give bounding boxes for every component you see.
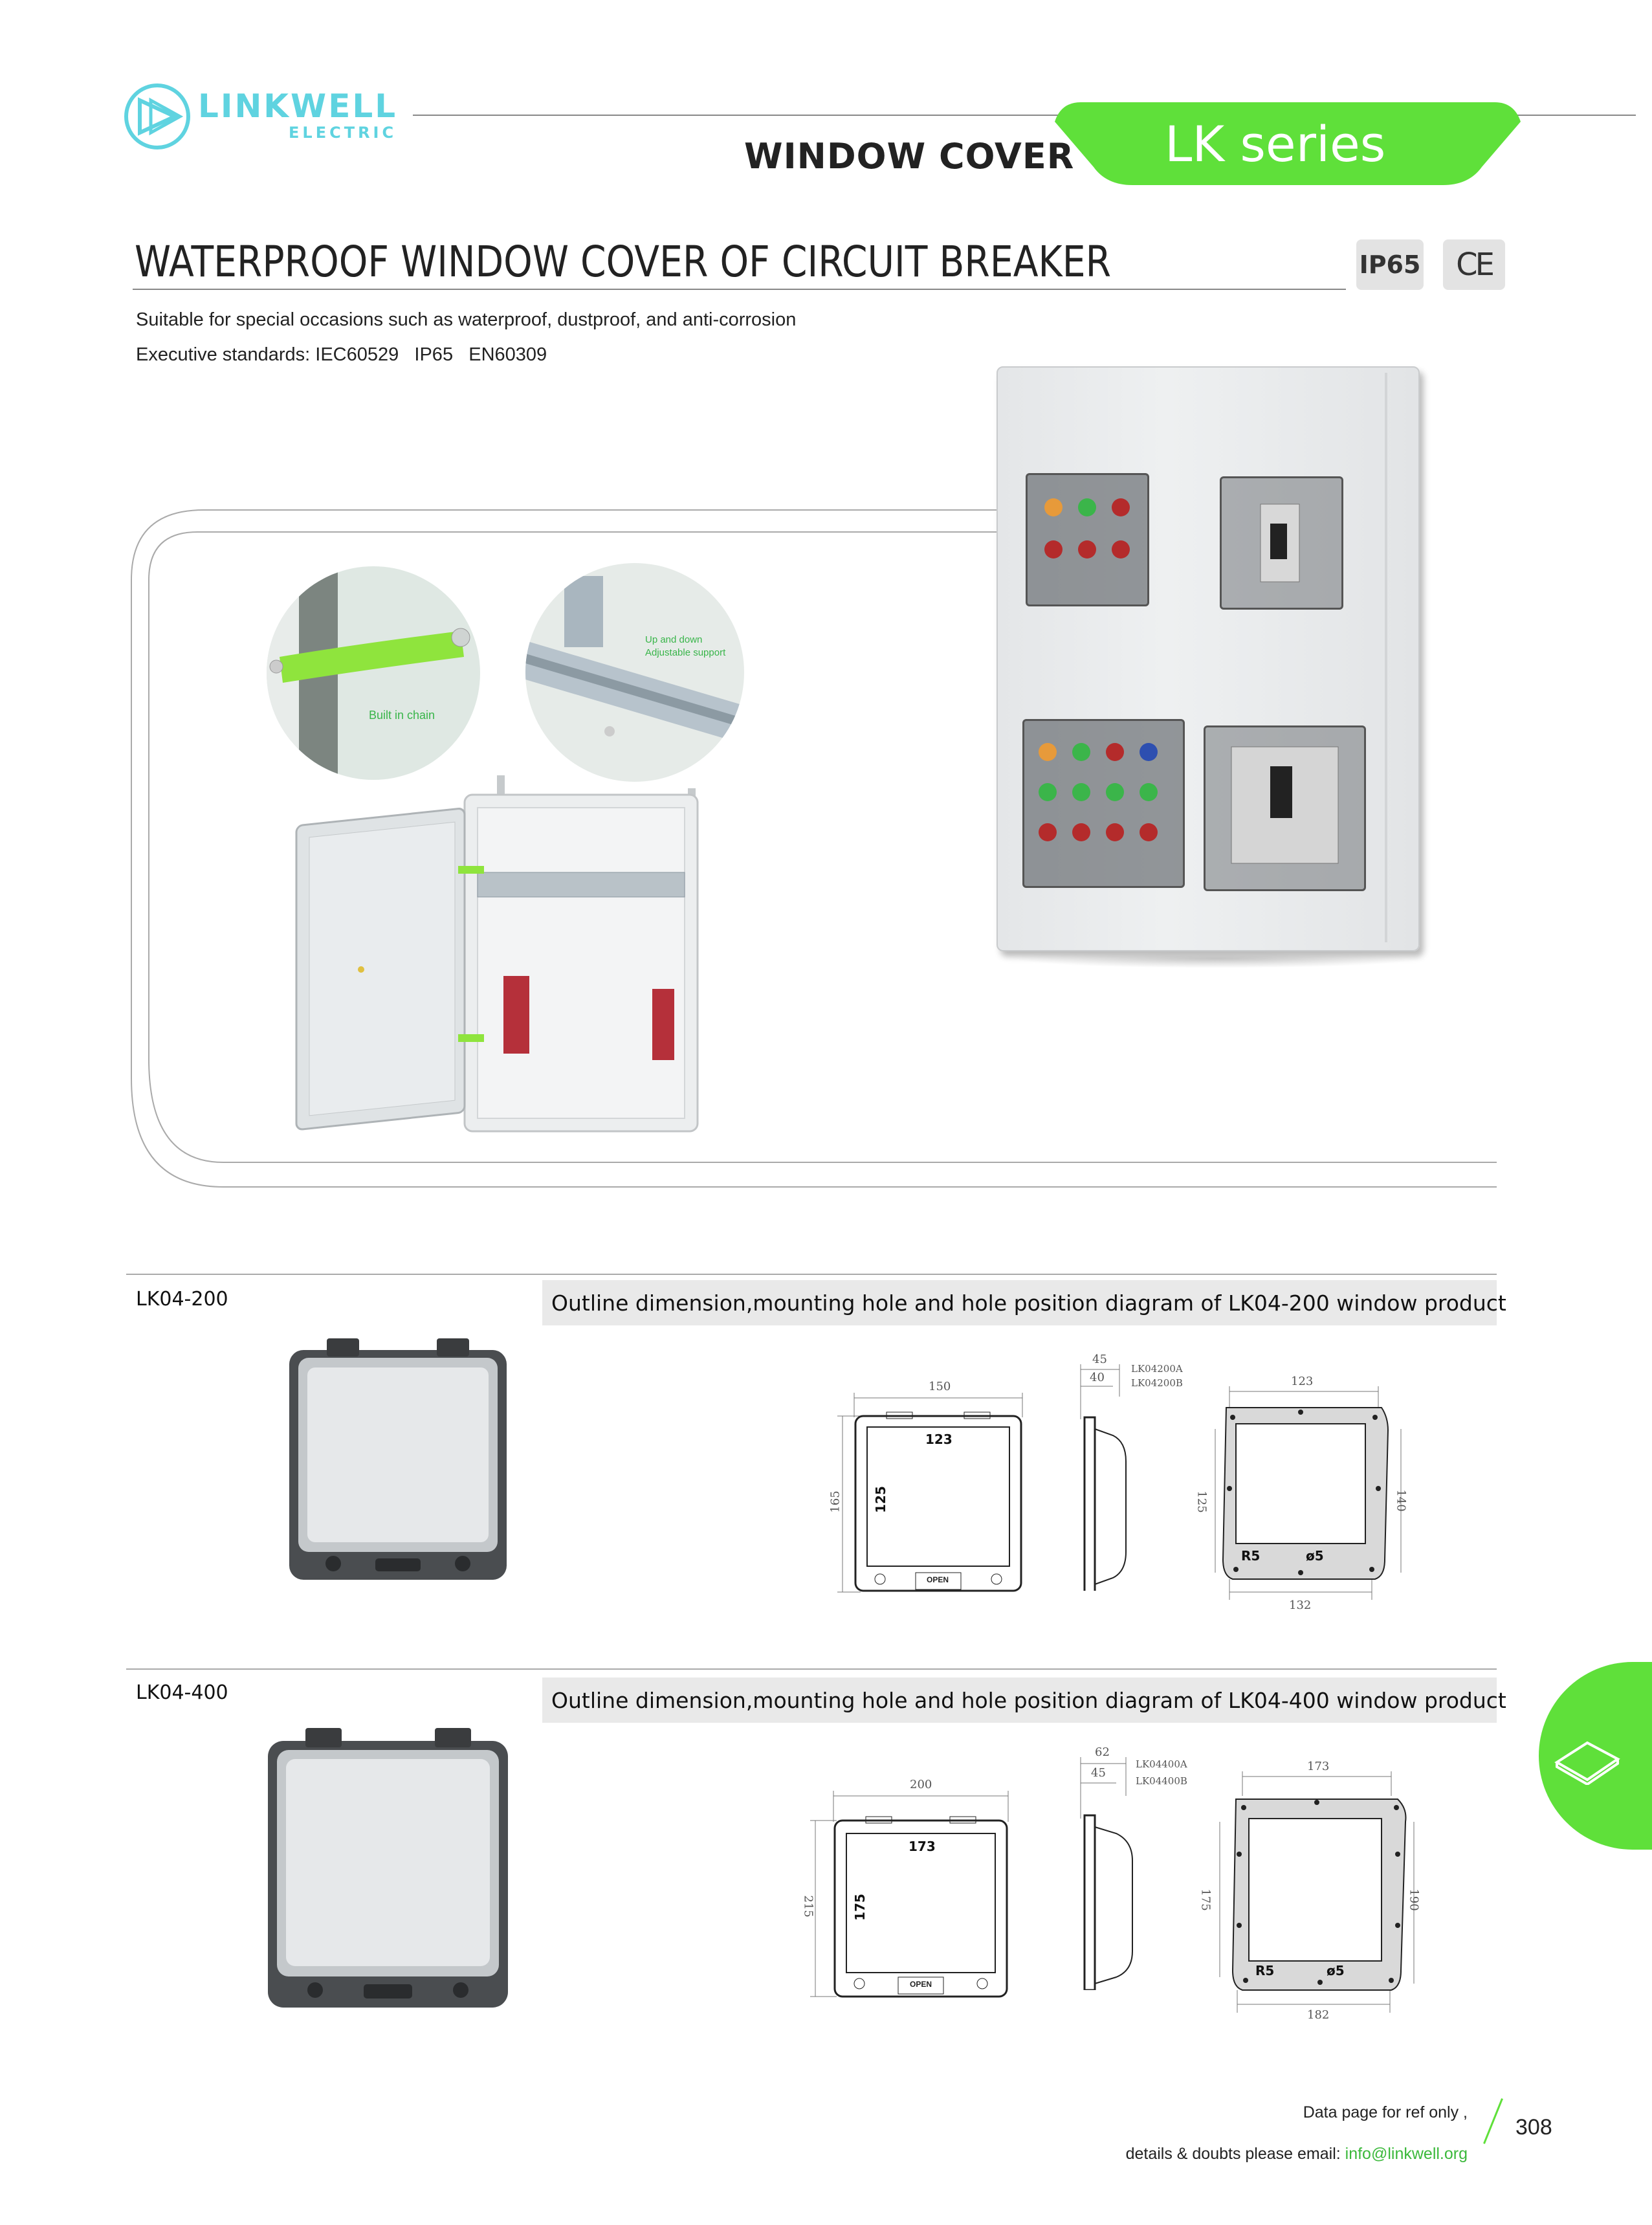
- footer-note-1: Data page for ref only ,: [1303, 2103, 1468, 2121]
- dim-depth-b: 45: [1091, 1766, 1106, 1780]
- hole-label: ø5: [1306, 1548, 1324, 1564]
- title-underline: [133, 289, 1346, 290]
- brand-logo: [122, 81, 398, 159]
- chain-detail-photo: [267, 566, 480, 780]
- window-cover-photo: [288, 1338, 508, 1581]
- dim-depth-b: 40: [1090, 1371, 1105, 1384]
- footer-contact-prefix: details & doubts please email:: [1125, 2145, 1345, 2163]
- ip-badge-label: IP65: [1359, 250, 1421, 279]
- window-cover: [1026, 473, 1149, 606]
- ce-mark-icon: CE: [1456, 247, 1492, 283]
- enclosure-shadow: [1009, 949, 1424, 968]
- open-enclosure-photo: [283, 775, 710, 1164]
- side-category-tab[interactable]: [1539, 1662, 1652, 1850]
- support-label-2: Adjustable support: [645, 647, 726, 658]
- code-b: LK04200B: [1131, 1377, 1183, 1389]
- dim-height: 165: [828, 1490, 843, 1513]
- radius-label: R5: [1241, 1548, 1261, 1564]
- series-tab: [1035, 102, 1540, 185]
- diagram-caption-bar: [542, 1280, 1506, 1325]
- enclosure-photo: [997, 366, 1443, 975]
- code-a: LK04200A: [1131, 1363, 1183, 1375]
- window-cover: [1220, 476, 1343, 610]
- dim-bottom: 132: [1289, 1599, 1312, 1612]
- code-a: LK04400A: [1136, 1758, 1187, 1770]
- dim-height: 215: [801, 1895, 815, 1918]
- dim-width: 200: [910, 1778, 932, 1791]
- hole-label: ø5: [1327, 1963, 1345, 1978]
- page-title: WATERPROOF WINDOW COVER OF CIRCUIT BREAKER: [135, 237, 1112, 287]
- window-cover: [1022, 719, 1185, 888]
- front-view-drawing: [828, 1378, 1048, 1618]
- dim-width: 150: [929, 1380, 951, 1393]
- open-label: OPEN: [927, 1575, 949, 1584]
- series-label: LK series: [1165, 115, 1386, 173]
- diagram-caption: Outline dimension,mounting hole and hole position diagram of LK04-200 window product: [551, 1290, 1506, 1316]
- radius-label: R5: [1255, 1963, 1275, 1978]
- product-divider: [126, 1668, 1497, 1670]
- ip-badge: [1356, 239, 1424, 290]
- logo-mark-icon: [122, 81, 193, 152]
- cutout-drawing: [1191, 1375, 1424, 1624]
- footer-slash-divider: [1483, 2098, 1503, 2144]
- model-label: LK04-400: [136, 1681, 228, 1704]
- cutout-drawing: [1191, 1760, 1437, 2029]
- support-label-1: Up and down: [645, 634, 703, 645]
- footer-email-link[interactable]: info@linkwell.org: [1345, 2145, 1468, 2163]
- front-view-drawing: [801, 1777, 1047, 2016]
- model-label: LK04-200: [136, 1288, 228, 1311]
- page-number: 308: [1515, 2115, 1552, 2140]
- diagram-caption-bar: [542, 1677, 1506, 1723]
- window-cover-icon: [1552, 1733, 1623, 1785]
- ce-badge: [1443, 239, 1505, 290]
- dim-left: 125: [1195, 1490, 1209, 1513]
- header-category: WINDOW COVER: [744, 136, 1075, 177]
- dim-window-height: 125: [872, 1486, 888, 1513]
- product-divider: [126, 1274, 1497, 1275]
- dim-bottom: 182: [1307, 2008, 1330, 2022]
- dim-right: 190: [1407, 1888, 1421, 1911]
- window-cover-photo: [267, 1728, 509, 2009]
- code-b: LK04400B: [1136, 1775, 1187, 1787]
- brand-name: LINKWELL: [198, 87, 398, 125]
- window-cover: [1204, 725, 1366, 891]
- dim-depth-a: 62: [1095, 1745, 1110, 1759]
- support-detail-photo: [525, 563, 744, 782]
- dim-window-width: 123: [925, 1432, 953, 1447]
- dim-right: 140: [1394, 1489, 1408, 1512]
- brand-sub: ELECTRIC: [289, 124, 397, 142]
- description-line-2: Executive standards: IEC60529 IP65 EN60309: [136, 344, 547, 365]
- chain-label: Built in chain: [369, 709, 435, 722]
- dim-top: 173: [1307, 1760, 1330, 1773]
- diagram-caption: Outline dimension,mounting hole and hole position diagram of LK04-400 window product: [551, 1688, 1506, 1713]
- dim-window-height: 175: [852, 1894, 868, 1921]
- dim-depth-a: 45: [1092, 1353, 1107, 1366]
- dim-top: 123: [1291, 1375, 1314, 1388]
- dim-window-width: 173: [909, 1839, 936, 1854]
- footer-note-2: [1117, 2126, 1468, 2164]
- dim-left: 175: [1198, 1888, 1213, 1911]
- enclosure-seam: [1385, 373, 1387, 942]
- description-line-1: Suitable for special occasions such as waterproof, dustproof, and anti-corrosion: [136, 309, 797, 330]
- open-label: OPEN: [910, 1980, 932, 1989]
